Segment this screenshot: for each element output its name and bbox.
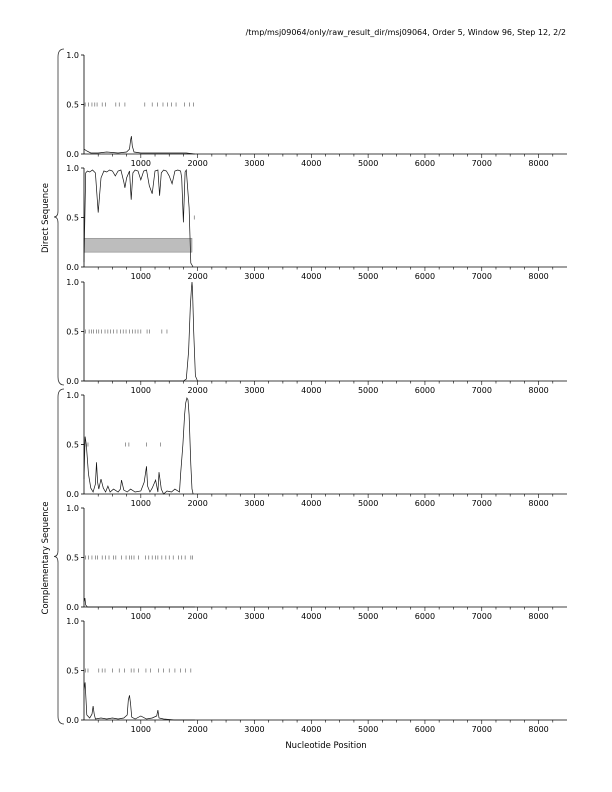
x-tick-label: 3000 bbox=[244, 159, 265, 168]
y-tick-label: 0.5 bbox=[66, 666, 79, 676]
x-tick-label: 7000 bbox=[471, 725, 492, 734]
x-tick-label: 1000 bbox=[130, 159, 152, 168]
series-line bbox=[84, 136, 195, 154]
x-tick-label: 2000 bbox=[187, 725, 208, 734]
header-title: /tmp/msj09064/only/raw_result_dir/msj09064, Order 5, Window 96, Step 12, 2/2 bbox=[245, 28, 566, 37]
x-tick-label: 4000 bbox=[301, 272, 322, 281]
x-tick-label: 8000 bbox=[528, 272, 549, 281]
x-tick-label: 1000 bbox=[130, 612, 152, 621]
y-tick-label: 1.0 bbox=[66, 504, 79, 513]
x-tick-label: 1000 bbox=[130, 386, 152, 395]
y-tick-label: 0.5 bbox=[66, 100, 79, 110]
y-tick-label: 0.0 bbox=[66, 603, 79, 612]
x-tick-label: 5000 bbox=[357, 725, 379, 734]
x-tick-label: 8000 bbox=[528, 612, 549, 621]
y-tick-label: 1.0 bbox=[66, 51, 79, 60]
x-tick-label: 7000 bbox=[471, 386, 492, 395]
x-tick-label: 7000 bbox=[471, 499, 492, 508]
y-tick-label: 1.0 bbox=[66, 278, 79, 287]
y-tick-label: 1.0 bbox=[66, 391, 79, 400]
x-tick-label: 4000 bbox=[301, 499, 322, 508]
x-tick-label: 6000 bbox=[414, 725, 436, 734]
series-line bbox=[84, 682, 195, 720]
x-tick-label: 1000 bbox=[130, 725, 152, 734]
series-line bbox=[84, 398, 193, 494]
group-label-direct: Direct Sequence bbox=[41, 182, 51, 254]
x-tick-label: 4000 bbox=[301, 386, 322, 395]
x-tick-label: 8000 bbox=[528, 159, 549, 168]
x-tick-label: 4000 bbox=[301, 725, 322, 734]
x-tick-label: 5000 bbox=[357, 386, 379, 395]
y-tick-label: 1.0 bbox=[66, 164, 79, 173]
x-tick-label: 5000 bbox=[357, 612, 379, 621]
x-tick-label: 6000 bbox=[414, 272, 436, 281]
x-tick-label: 6000 bbox=[414, 159, 436, 168]
x-tick-label: 4000 bbox=[301, 612, 322, 621]
x-tick-label: 2000 bbox=[187, 499, 208, 508]
y-tick-label: 0.0 bbox=[66, 490, 79, 499]
x-tick-label: 2000 bbox=[187, 272, 208, 281]
x-tick-label: 3000 bbox=[244, 612, 265, 621]
y-tick-label: 0.0 bbox=[66, 377, 79, 386]
x-tick-label: 7000 bbox=[471, 159, 492, 168]
y-tick-label: 0.0 bbox=[66, 150, 79, 159]
panel-1 bbox=[66, 51, 567, 168]
y-tick-label: 0.5 bbox=[66, 213, 79, 223]
y-tick-label: 0.5 bbox=[66, 440, 79, 450]
panels bbox=[66, 51, 567, 734]
group-label-complementary: Complementary Sequence bbox=[41, 501, 51, 615]
panel-6 bbox=[66, 617, 567, 734]
y-tick-label: 0.0 bbox=[66, 716, 79, 725]
x-tick-label: 5000 bbox=[357, 499, 379, 508]
y-tick-label: 0.0 bbox=[66, 263, 79, 272]
x-tick-label: 2000 bbox=[187, 386, 208, 395]
y-tick-label: 0.5 bbox=[66, 553, 79, 563]
x-tick-label: 8000 bbox=[528, 725, 549, 734]
x-tick-label: 6000 bbox=[414, 499, 436, 508]
x-tick-label: 6000 bbox=[414, 612, 436, 621]
series-line bbox=[84, 170, 193, 267]
series-line bbox=[84, 598, 195, 607]
panel-2 bbox=[66, 164, 567, 281]
shaded-band bbox=[84, 238, 192, 252]
x-tick-label: 8000 bbox=[528, 386, 549, 395]
y-tick-label: 1.0 bbox=[66, 617, 79, 626]
x-tick-label: 5000 bbox=[357, 159, 379, 168]
x-tick-label: 1000 bbox=[130, 499, 152, 508]
brace-complementary bbox=[54, 389, 64, 724]
x-tick-label: 3000 bbox=[244, 386, 265, 395]
x-axis-title: Nucleotide Position bbox=[285, 741, 367, 751]
y-tick-label: 0.5 bbox=[66, 327, 79, 337]
x-tick-label: 7000 bbox=[471, 612, 492, 621]
x-tick-label: 3000 bbox=[244, 272, 265, 281]
x-tick-label: 2000 bbox=[187, 159, 208, 168]
x-tick-label: 4000 bbox=[301, 159, 322, 168]
panel-3 bbox=[66, 278, 567, 395]
x-tick-label: 7000 bbox=[471, 272, 492, 281]
x-tick-label: 2000 bbox=[187, 612, 208, 621]
x-tick-label: 1000 bbox=[130, 272, 152, 281]
x-tick-label: 3000 bbox=[244, 725, 265, 734]
panel-4 bbox=[66, 391, 567, 508]
panel-5 bbox=[66, 504, 567, 621]
group-braces bbox=[54, 49, 64, 724]
brace-direct bbox=[54, 49, 64, 385]
x-tick-label: 5000 bbox=[357, 272, 379, 281]
x-tick-label: 6000 bbox=[414, 386, 436, 395]
x-tick-label: 8000 bbox=[528, 499, 549, 508]
x-tick-label: 3000 bbox=[244, 499, 265, 508]
